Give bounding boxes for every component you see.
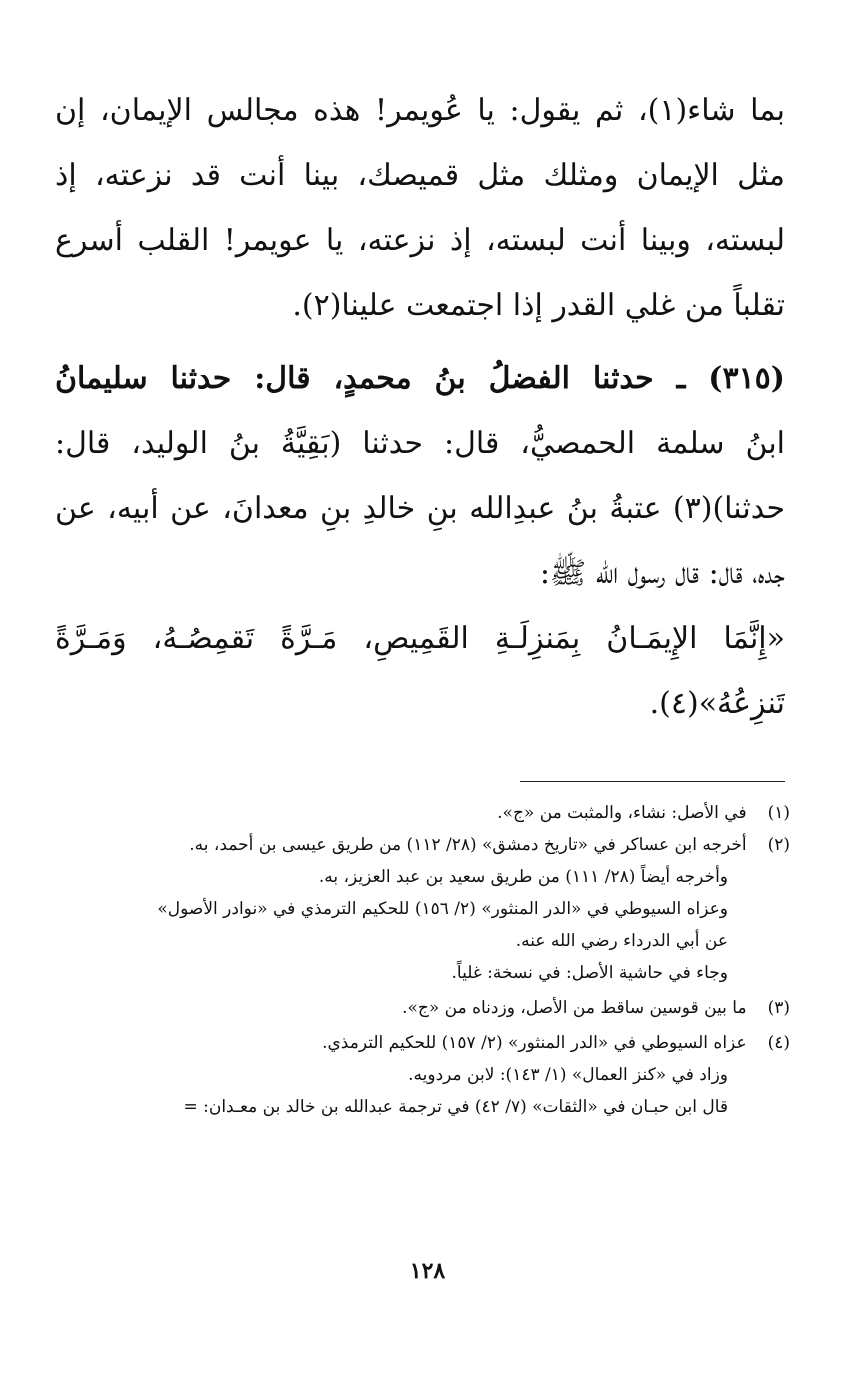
main-text bbox=[55, 78, 785, 736]
footnote-continuation bbox=[55, 925, 790, 957]
footnote-text: في الأصل: نشاء، والمثبت من «ج». bbox=[497, 803, 747, 823]
footnote bbox=[55, 992, 790, 1024]
footnote-text: قال ابن حبـان في «الثقات» (٧/ ٤٢) في ترجمة عبدالله بن خالد بن معـدان: = bbox=[183, 1097, 728, 1117]
text-line: جده، قال: قال رسول الله ﷺ: bbox=[539, 556, 785, 591]
text-line: ابنُ سلمة الحمصيُّ، قال: حدثنا (بَقِيَّةُ بنُ الوليد، قال: bbox=[55, 426, 785, 461]
footnote-text: وعزاه السيوطي في «الدر المنثور» (٢/ ١٥٦) للحكيم الترمذي في «نوادر الأصول» bbox=[157, 899, 728, 919]
footnote-continuation bbox=[55, 893, 790, 925]
text-line: لبسته، وبينا أنت لبسته، إذ نزعته، يا عويمر! القلب أسرع bbox=[55, 223, 785, 258]
text-line: مثل الإيمان ومثلك مثل قميصك، بينا أنت قد نزعته، إذ bbox=[55, 158, 785, 193]
footnote-text: وزاد في «كنز العمال» (١/ ١٤٣): لابن مردويه. bbox=[408, 1065, 728, 1085]
hadith-heading-line: (٣١٥) ـ حدثنا الفضلُ بنُ محمدٍ، قال: حدثنا سليمانُ bbox=[55, 361, 785, 396]
footnotes bbox=[55, 797, 790, 1123]
hadith-text-line: «إِنَّمَا الإِيمَـانُ بِمَنزِلَـةِ القَمِيصِ، مَـرَّةً تَقمِصُـهُ، وَمَـرَّةً bbox=[55, 621, 785, 656]
hadith-text-line: تَنزِعُهُ»(٤). bbox=[649, 686, 785, 721]
footnote-text: عن أبي الدرداء رضي الله عنه. bbox=[515, 931, 728, 951]
footnote-separator bbox=[520, 781, 785, 782]
footnote-continuation bbox=[55, 861, 790, 893]
footnote-continuation bbox=[55, 1059, 790, 1091]
footnote-number: (٤) bbox=[767, 1033, 790, 1053]
footnote bbox=[55, 1027, 790, 1059]
footnote-continuation bbox=[55, 957, 790, 989]
footnote bbox=[55, 797, 790, 829]
footnote-number: (١) bbox=[767, 803, 790, 823]
text-line: تقلباً من غلي القدر إذا اجتمعت علينا(٢). bbox=[292, 288, 785, 323]
text-line: حدثنا)(٣) عتبةُ بنُ عبدِالله بنِ خالدِ بنِ معدانَ، عن أبيه، عن bbox=[55, 491, 785, 526]
footnote bbox=[55, 829, 790, 861]
page-number: ١٢٨ bbox=[409, 1258, 446, 1284]
footnote-number: (٣) bbox=[767, 998, 790, 1018]
footnote-text: أخرجه ابن عساكر في «تاريخ دمشق» (٢٨/ ١١٢) من طريق عيسى بن أحمد، به. bbox=[189, 835, 747, 855]
footnote-continuation bbox=[55, 1091, 790, 1123]
text-line: بما شاء(١)، ثم يقول: يا عُويمر! هذه مجالس الإيمان، إن bbox=[55, 93, 785, 128]
footnote-text: وأخرجه أيضاً (٢٨/ ١١١) من طريق سعيد بن عبد العزيز، به. bbox=[318, 867, 728, 887]
footnote-text: ما بين قوسين ساقط من الأصل، وزدناه من «ج». bbox=[402, 998, 747, 1018]
footnote-text: وجاء في حاشية الأصل: في نسخة: غلياً. bbox=[451, 963, 728, 983]
footnote-text: عزاه السيوطي في «الدر المنثور» (٢/ ١٥٧) للحكيم الترمذي. bbox=[322, 1033, 747, 1053]
footnote-number: (٢) bbox=[767, 835, 790, 855]
